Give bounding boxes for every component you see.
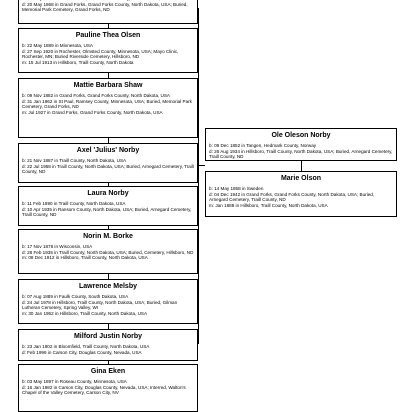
person-name: Laura Norby — [87, 190, 129, 197]
person-box-marie-olson[interactable] — [205, 171, 397, 217]
person-fact: d: 04 Dec 1942 in Grand Forks, Grand Forks County, North Dakota, USA; Buried, Arnegard Cemetery, Traill County, ND — [209, 191, 375, 203]
person-fact: m: 15 Jul 1913 in Hillsboro, Traill County, North Dakota — [22, 59, 134, 65]
person-fact: m: Jul 1927 in Grand Forks, Grand Forks County, North Dakota, USA — [22, 109, 163, 115]
person-box-unknown[interactable] — [18, 0, 198, 24]
person-fact: b: 21 Nov 1887 in Traill County, North Dakota, USA — [22, 158, 127, 163]
person-fact: b: 09 Nov 1882 in Grand Forks, Grand Forks County, North Dakota, USA — [22, 93, 170, 98]
person-fact: d: 16 Jan 1982 in Carson City, Douglas County, Nevada, USA; Interred, Walton's Chapel of the Valley Cemetery, Carson City, NV — [22, 384, 186, 396]
person-fact: m: 30 Jan 1952 in Hillsboro, Traill County, North Dakota, USA — [22, 310, 148, 316]
spouse-connector-line — [301, 161, 302, 171]
person-fact: m: 08 Dec 1912 in Hillsboro, Traill County, North Dakota, USA — [22, 255, 148, 261]
person-box-axel-julius-norby[interactable] — [18, 143, 198, 183]
person-fact: d: Feb 1996 in Carson City, Douglas County, Nevada, USA — [22, 349, 142, 355]
person-fact: b: 17 Nov 1878 in Wisconsin, USA — [22, 244, 93, 249]
person-fact: d: 24 Jul 1978 in Hillsboro, Traill County, North Dakota, USA; Buried, Gilman Lutheran Cemetery, Spring Valley, WI — [22, 299, 178, 311]
person-box-mattie-barbara-shaw[interactable] — [18, 78, 198, 138]
person-box-ole-oleson-norby[interactable] — [205, 128, 397, 161]
person-fact: b: 07 Aug 1889 in Faulk County, South Dakota, USA — [22, 294, 129, 299]
person-name: Marie Olson — [280, 175, 322, 182]
person-box-gina-eken[interactable] — [18, 364, 198, 412]
person-name: Milford Justin Norby — [73, 333, 143, 340]
person-fact: b: 11 Feb 1890 in Traill County, North Dakota, USA — [22, 201, 126, 206]
person-name: Ole Oleson Norby — [271, 132, 331, 139]
person-name: Gina Eken — [90, 368, 126, 375]
person-box-laura-norby[interactable] — [18, 186, 198, 226]
person-name: Lawrence Melsby — [79, 283, 137, 290]
person-fact: d: 10 Apr 1935 in Ransom County, North Dakota, USA; Buried, Arnegard Cemetery, Traill County, ND — [22, 206, 192, 218]
person-name: Norin M. Borke — [83, 233, 133, 240]
person-fact: d: 31 Jan 1962 in St Paul, Ramsey County, Minnesota, USA; Buried, Memorial Park Cemetery, Grand Forks, ND — [22, 98, 192, 110]
person-fact: b: 09 Dec 1852 in Tangen, Hedmark County, Norway — [209, 143, 317, 148]
person-name: Pauline Thea Olsen — [75, 32, 141, 39]
person-box-pauline-thea-olsen[interactable] — [18, 28, 198, 73]
person-fact: b: 23 Jan 1902 in Bloomfield, Traill County, North Dakota, USA — [22, 344, 150, 349]
person-fact: d: 28 Feb 1935 in Traill County, North Dakota, USA; Buried, Cemetery, Hillsboro, ND — [22, 249, 194, 255]
tree-branch-line — [198, 165, 205, 166]
person-name: Axel 'Julius' Norby — [76, 147, 140, 154]
person-fact: d: 22 Jul 1958 in Traill County, North Dakota, USA; Buried, Arnegard Cemetery, Traill County, ND — [22, 163, 194, 175]
person-box-milford-justin-norby[interactable] — [18, 329, 198, 361]
person-fact: b: 03 May 1897 in Roseau County, Minnesota, USA — [22, 379, 127, 384]
person-fact: m: Jan 1888 in Hillsboro, Traill County, North Dakota, USA — [209, 202, 328, 208]
person-fact: d: 27 Sep 1920 in Rochester, Olmsted County, Minnesota, USA; Mayo Clinic, Rochester, MN; Buried Riverside Cemetery, Hillsboro, ND — [22, 48, 179, 60]
person-name: Mattie Barbara Shaw — [73, 82, 143, 89]
person-fact: b: 14 May 1858 in Sweden — [209, 186, 264, 191]
person-box-norin-m-borke[interactable] — [18, 229, 198, 274]
person-fact: b: 22 May 1889 in Minnesota, USA — [22, 43, 93, 48]
tree-branch-line — [198, 8, 199, 344]
person-fact: d: 26 Aug 1934 in Hillsboro, Traill County, North Dakota, USA; Buried, Arnegard Cemetery, Traill County, ND — [209, 148, 393, 160]
person-box-lawrence-melsby[interactable] — [18, 279, 198, 324]
person-fact: d: 20 May 1868 in Grand Forks, Grand Forks County, North Dakota, USA; Buried, Memorial Park Cemetery, Grand Forks, ND — [22, 1, 188, 13]
